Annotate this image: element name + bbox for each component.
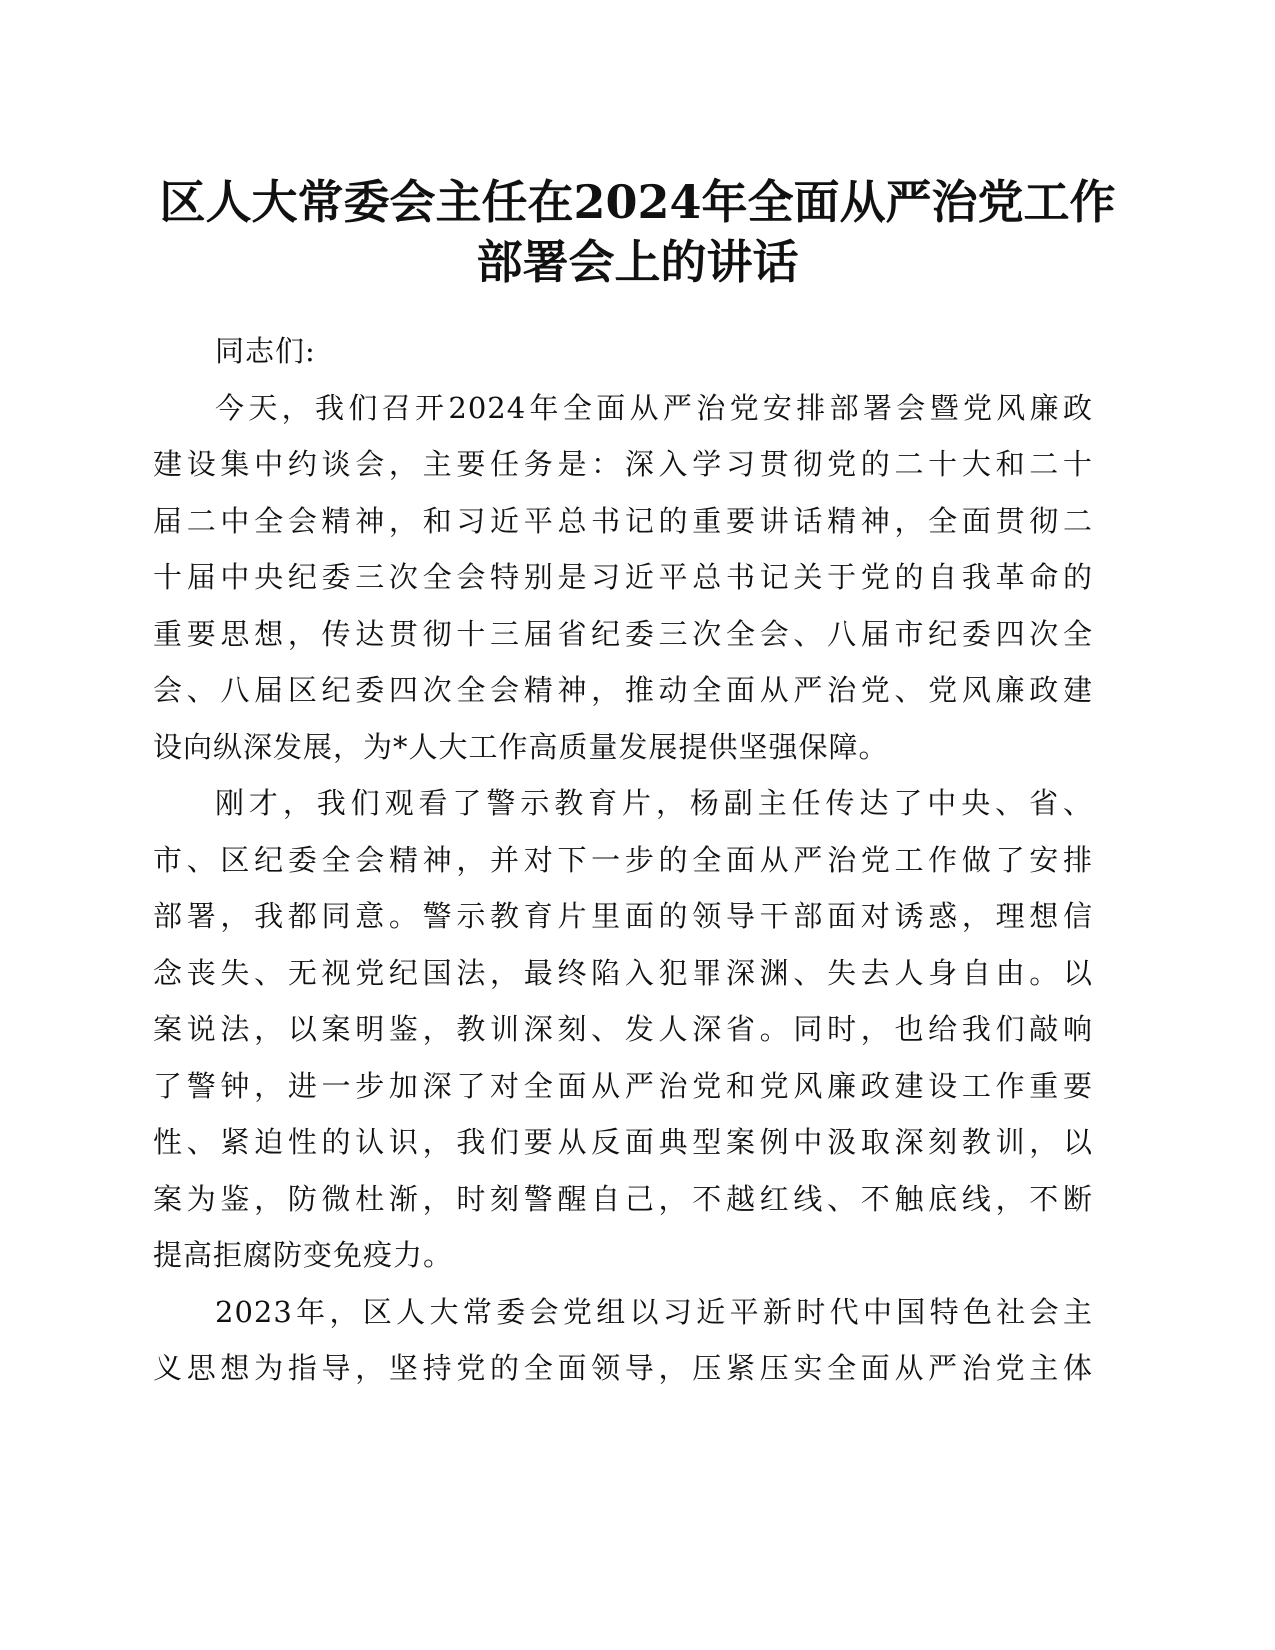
- title-line-2: 部署会上的讲话: [476, 235, 799, 289]
- greeting: [153, 323, 1093, 380]
- paragraph-line: 提高拒腐防变免疫力。: [153, 1238, 454, 1272]
- paragraph-3: [153, 1284, 1093, 1397]
- paragraph-line: 了警钟，进一步加深了对全面从严治党和党风廉政建设工作重要: [153, 1068, 1093, 1103]
- paragraph-line: 届二中全会精神，和习近平总书记的重要讲话精神，全面贯彻二: [153, 503, 1093, 538]
- paragraph-line: 设向纵深发展，为*人大工作高质量发展提供坚强保障。: [153, 729, 889, 764]
- paragraph-line: 念丧失、无视党纪国法，最终陷入犯罪深渊、失去人身自由。以: [153, 955, 1093, 990]
- title-line-1: 区人大常委会主任在2024年全面从严治党工作: [159, 175, 1116, 229]
- greeting-line: 同志们:: [215, 334, 316, 368]
- paragraph-line: 会、八届区纪委四次全会精神，推动全面从严治党、党风廉政建: [153, 673, 1093, 707]
- paragraph-line: 案为鉴，防微杜渐，时刻警醒自己，不越红线、不触底线，不断: [153, 1181, 1093, 1216]
- paragraph-line: 建设集中约谈会，主要任务是：深入学习贯彻党的二十大和二十: [153, 447, 1093, 481]
- paragraph-line: 市、区纪委全会精神，并对下一步的全面从严治党工作做了安排: [153, 842, 1093, 877]
- paragraph-line: 案说法，以案明鉴，教训深刻、发人深省。同时，也给我们敲响: [153, 1012, 1093, 1046]
- paragraph-line: 义思想为指导，坚持党的全面领导，压紧压实全面从严治党主体: [153, 1351, 1093, 1385]
- paragraph-line: 2023年，区人大常委会党组以习近平新时代中国特色社会主: [215, 1294, 1093, 1329]
- paragraph-line: 重要思想，传达贯彻十三届省纪委三次全会、八届市纪委四次全: [153, 616, 1093, 651]
- paragraph-line: 今天，我们召开2024年全面从严治党安排部署会暨党风廉政: [215, 390, 1093, 425]
- paragraph-line: 十届中央纪委三次全会特别是习近平总书记关于党的自我革命的: [153, 560, 1093, 594]
- paragraph-line: 刚才，我们观看了警示教育片，杨副主任传达了中央、省、: [215, 786, 1093, 820]
- paragraph-2: [153, 775, 1093, 1284]
- paragraph-1: [153, 380, 1093, 776]
- paragraph-line: 部署，我都同意。警示教育片里面的领导干部面对诱惑，理想信: [153, 899, 1093, 933]
- document-body: [153, 323, 1093, 1397]
- document-title: [150, 172, 1125, 292]
- paragraph-line: 性、紧迫性的认识，我们要从反面典型案例中汲取深刻教训，以: [153, 1125, 1093, 1159]
